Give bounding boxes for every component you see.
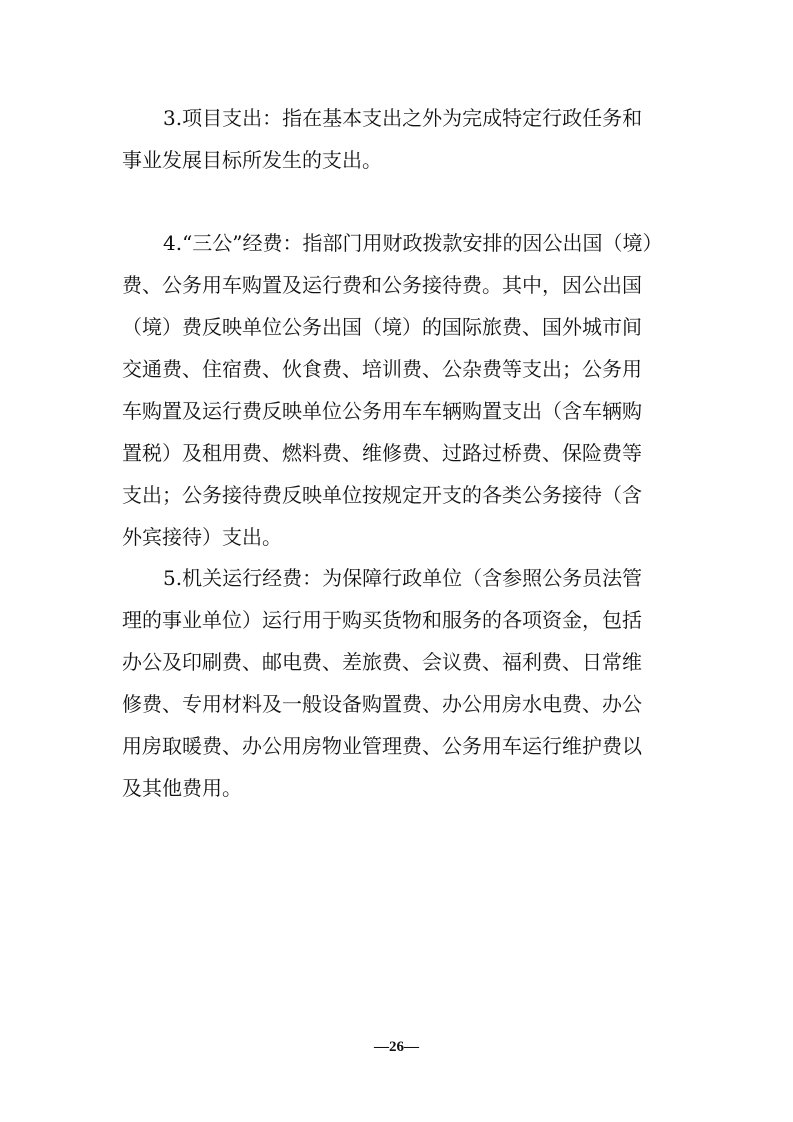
paragraph-1-line-2: 事业发展目标所发生的支出。: [122, 148, 382, 172]
paragraph-3-line-4: 修费、专用材料及一般设备购置费、办公用房水电费、办公: [122, 692, 642, 716]
paragraph-2-line-2: 费、公务用车购置及运行费和公务接待费。其中，因公出国: [122, 273, 642, 297]
paragraph-3-line-5: 用房取暖费、办公用房物业管理费、公务用车运行维护费以: [122, 734, 642, 758]
page-number: —26—: [374, 1039, 419, 1055]
paragraph-2-line-4: 交通费、住宿费、伙食费、培训费、公杂费等支出；公务用: [122, 357, 642, 381]
paragraph-2-line-7: 支出；公务接待费反映单位按规定开支的各类公务接待（含: [122, 483, 642, 507]
paragraph-2-line-1: 4.“三公”经费：指部门用财政拨款安排的因公出国（境）: [163, 231, 663, 255]
paragraph-1-line-1: 3.项目支出：指在基本支出之外为完成特定行政任务和: [163, 106, 643, 130]
paragraph-2-line-5: 车购置及运行费反映单位公务用车车辆购置支出（含车辆购: [122, 399, 642, 423]
paragraph-3-line-6: 及其他费用。: [122, 776, 242, 800]
paragraph-3-line-1: 5.机关运行经费：为保障行政单位（含参照公务员法管: [163, 566, 643, 590]
paragraph-2-line-6: 置税）及租用费、燃料费、维修费、过路过桥费、保险费等: [122, 441, 642, 465]
paragraph-3-line-3: 办公及印刷费、邮电费、差旅费、会议费、福利费、日常维: [122, 650, 642, 674]
paragraph-2-line-3: （境）费反映单位公务出国（境）的国际旅费、国外城市间: [122, 315, 642, 339]
paragraph-2-line-8: 外宾接待）支出。: [122, 525, 282, 549]
paragraph-3-line-2: 理的事业单位）运行用于购买货物和服务的各项资金，包括: [122, 608, 642, 632]
